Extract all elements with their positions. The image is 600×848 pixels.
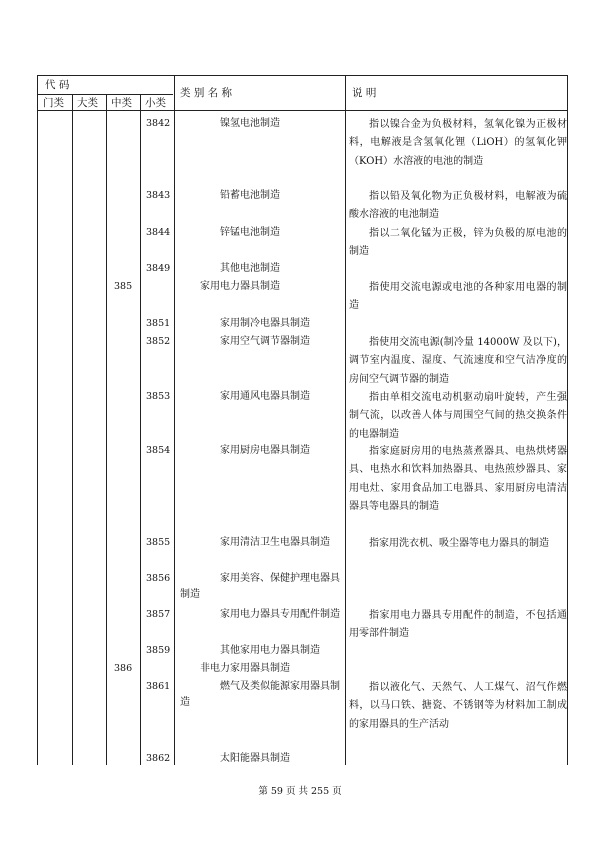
code-xiao: 3856 — [146, 573, 171, 584]
header-code-label: 代 码 — [45, 79, 70, 91]
header-col-xiao: 小类 — [145, 97, 166, 109]
code-xiao: 3849 — [146, 263, 171, 274]
category-name: 其他电池制造 — [220, 263, 280, 274]
category-name: 锌锰电池制造 — [220, 227, 280, 238]
table-right-border — [567, 75, 568, 765]
category-description: 指使用交流电源或电池的各种家用电器的制造 — [349, 282, 567, 312]
category-name: 家用制冷电器具制造 — [220, 318, 310, 329]
code-xiao: 3844 — [146, 227, 171, 238]
category-description: 指以液化气、天然气、人工煤气、沼气作燃料，以马口铁、搪瓷、不锈钢等为材料加工制成的家用器具的生产活动 — [349, 682, 567, 730]
code-xiao: 3855 — [146, 537, 171, 548]
code-xiao: 3852 — [146, 336, 171, 347]
code-xiao: 3861 — [146, 681, 171, 692]
category-description: 指家用洗衣机、吸尘器等电力器具的制造 — [369, 538, 549, 549]
category-name: 太阳能器具制造 — [220, 753, 290, 764]
category-name: 家用空气调节器制造 — [220, 336, 310, 347]
table-left-border — [37, 75, 38, 765]
header-col-desc: 说 明 — [352, 87, 377, 99]
code-xiao: 3854 — [146, 445, 171, 456]
header-col-zhong: 中类 — [111, 97, 132, 109]
category-name: 镍氢电池制造 — [220, 118, 280, 129]
code-xiao: 3843 — [146, 190, 171, 201]
category-description: 指以二氧化锰为正极，锌为负极的原电池的制造 — [349, 228, 567, 258]
category-description: 指家用电力器具专用配件的制造，不包括通用零部件制造 — [349, 610, 567, 640]
code-xiao: 3853 — [146, 391, 171, 402]
col-divider-code-name — [174, 75, 175, 765]
code-xiao: 3857 — [146, 609, 171, 620]
category-name: 非电力家用器具制造 — [200, 663, 290, 674]
col-divider-men-da — [72, 94, 73, 765]
code-zhong: 385 — [114, 281, 133, 292]
code-xiao: 3851 — [146, 318, 171, 329]
col-divider-name-desc — [345, 75, 346, 765]
category-name: 家用美容、保健护理电器具制造 — [180, 573, 340, 600]
code-xiao: 3842 — [146, 118, 171, 129]
table-top-border — [37, 75, 567, 76]
code-zhong: 386 — [114, 663, 133, 674]
category-name: 燃气及类似能源家用器具制造 — [180, 681, 340, 708]
category-description: 指家庭厨房用的电热蒸煮器具、电热烘烤器具、电热水和饮料加热器具、电热煎炒器具、家用电灶、家用食品加工电器具、家用厨房电清洁器具等电器具的制造 — [349, 446, 567, 512]
category-name: 铅蓄电池制造 — [220, 190, 280, 201]
col-divider-da-zhong — [106, 94, 107, 765]
header-col-name: 类 别 名 称 — [180, 87, 233, 99]
header-col-men: 门类 — [43, 97, 64, 109]
category-description: 指由单相交流电动机驱动扇叶旋转，产生强制气流，以改善人体与周围空气间的热交换条件的电器制造 — [349, 392, 567, 440]
category-name: 其他家用电力器具制造 — [220, 645, 320, 656]
category-name: 家用电力器具专用配件制造 — [220, 609, 340, 620]
code-xiao: 3859 — [146, 645, 171, 656]
category-name: 家用通风电器具制造 — [220, 391, 310, 402]
category-description: 指使用交流电源(制冷量 14000W 及以下)，调节室内温度、湿度、气流速度和空气洁净度的房间空气调节器的制造 — [349, 337, 567, 385]
category-name: 家用电力器具制造 — [200, 281, 280, 292]
category-description: 指以铅及氧化物为正负极材料，电解液为硫酸水溶液的电池制造 — [349, 191, 567, 221]
category-name: 家用厨房电器具制造 — [220, 445, 310, 456]
code-xiao: 3862 — [146, 753, 171, 764]
category-description: 指以镍合金为负极材料，氢氧化镍为正极材料，电解液是含氢氧化锂（LiOH）的氢氧化钾（KOH）水溶液的电池的制造 — [349, 119, 567, 167]
page-number: 第 59 页 共 255 页 — [258, 786, 342, 797]
category-name: 家用清洁卫生电器具制造 — [220, 537, 330, 548]
header-col-da: 大类 — [77, 97, 98, 109]
